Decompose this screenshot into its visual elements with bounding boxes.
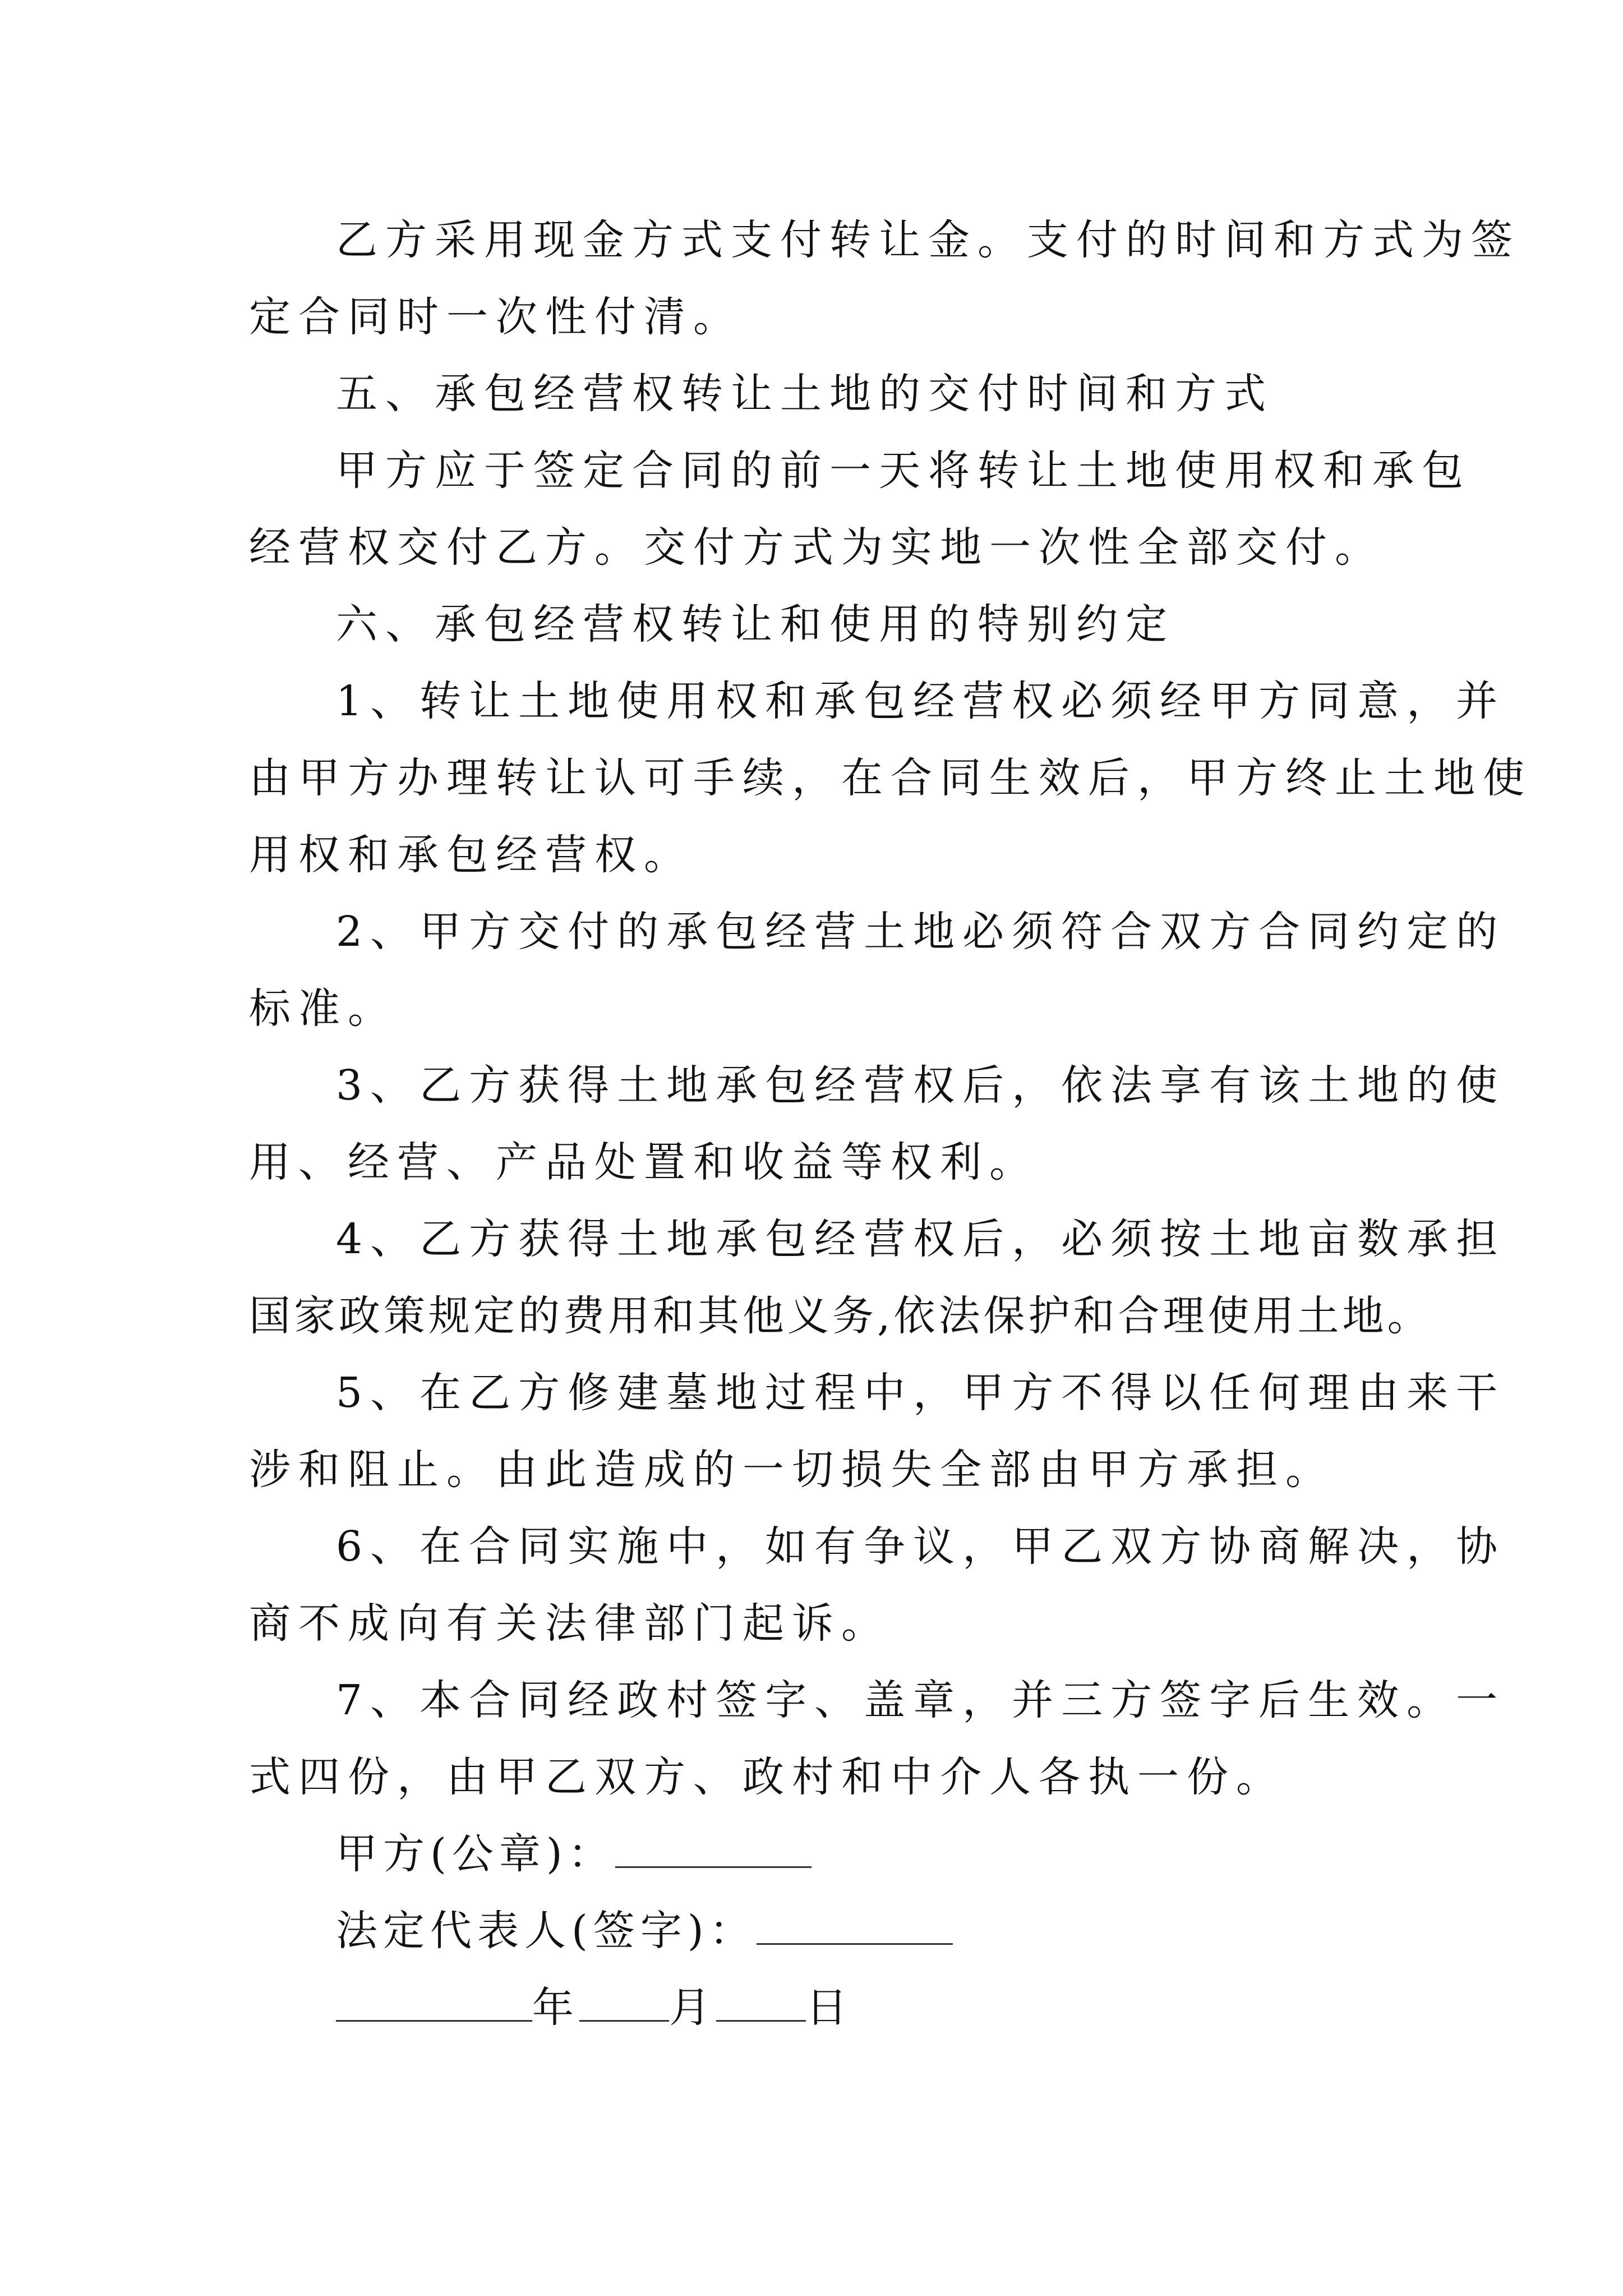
- year-blank: [336, 1978, 532, 2022]
- clause-6-line-2: 商不成向有关法律部门起诉。: [249, 1599, 891, 1648]
- clause-4-line-2: 国家政策规定的费用和其他义务,依法保护和合理使用土地。: [249, 1292, 1432, 1340]
- legal-rep-blank: [757, 1902, 953, 1945]
- clause-5-line-1: 5、在乙方修建墓地过程中，甲方不得以任何理由来干: [336, 1369, 1506, 1417]
- clause-7-line-1: 7、本合同经政村签字、盖章，并三方签字后生效。一: [336, 1676, 1506, 1724]
- clause-6-line-1: 6、在合同实施中，如有争议，甲乙双方协商解决，协: [336, 1522, 1506, 1571]
- clause-7-line-2: 式四份，由甲乙双方、政村和中介人各执一份。: [249, 1753, 1285, 1801]
- clause-2-line-2: 标准。: [249, 984, 397, 1033]
- payment-line-2: 定合同时一次性付清。: [249, 293, 743, 341]
- party-a-seal-blank: [615, 1825, 811, 1868]
- document-body: [249, 202, 1532, 2046]
- month-label: 月: [669, 1984, 716, 2032]
- legal-rep-label: 法定代表人(签字)：: [336, 1907, 757, 1955]
- delivery-line-2: 经营权交付乙方。交付方式为实地一次性全部交付。: [249, 523, 1384, 572]
- legal-rep-row: [249, 1893, 1387, 1970]
- payment-line-1: 乙方采用现金方式支付转让金。支付的时间和方式为签: [336, 216, 1520, 264]
- clause-2-line-1: 2、甲方交付的承包经营土地必须符合双方合同约定的: [336, 908, 1506, 956]
- day-label: 日: [806, 1984, 853, 2032]
- party-a-seal-row: [249, 1816, 1387, 1893]
- year-label: 年: [532, 1984, 579, 2032]
- clause-1-line-3: 用权和承包经营权。: [249, 831, 693, 879]
- clause-3-line-2: 用、经营、产品处置和收益等权利。: [249, 1138, 1039, 1186]
- month-blank: [579, 1978, 669, 2022]
- clause-1-line-2: 由甲方办理转让认可手续，在合同生效后，甲方终止土地使: [249, 754, 1532, 802]
- day-blank: [716, 1978, 806, 2022]
- date-row: [249, 1970, 1387, 2046]
- section-five-heading: 五、承包经营权转让土地的交付时间和方式: [336, 370, 1274, 418]
- party-a-seal-label: 甲方(公章)：: [336, 1830, 615, 1878]
- clause-1-line-1: 1、转让土地使用权和承包经营权必须经甲方同意，并: [336, 677, 1506, 725]
- delivery-line-1: 甲方应于签定合同的前一天将转让土地使用权和承包: [336, 447, 1471, 495]
- clause-4-line-1: 4、乙方获得土地承包经营权后，必须按土地亩数承担: [336, 1215, 1506, 1263]
- clause-3-line-1: 3、乙方获得土地承包经营权后，依法享有该土地的使: [336, 1061, 1506, 1110]
- clause-5-line-2: 涉和阻止。由此造成的一切损失全部由甲方承担。: [249, 1446, 1335, 1494]
- section-six-heading: 六、承包经营权转让和使用的特别约定: [336, 600, 1175, 648]
